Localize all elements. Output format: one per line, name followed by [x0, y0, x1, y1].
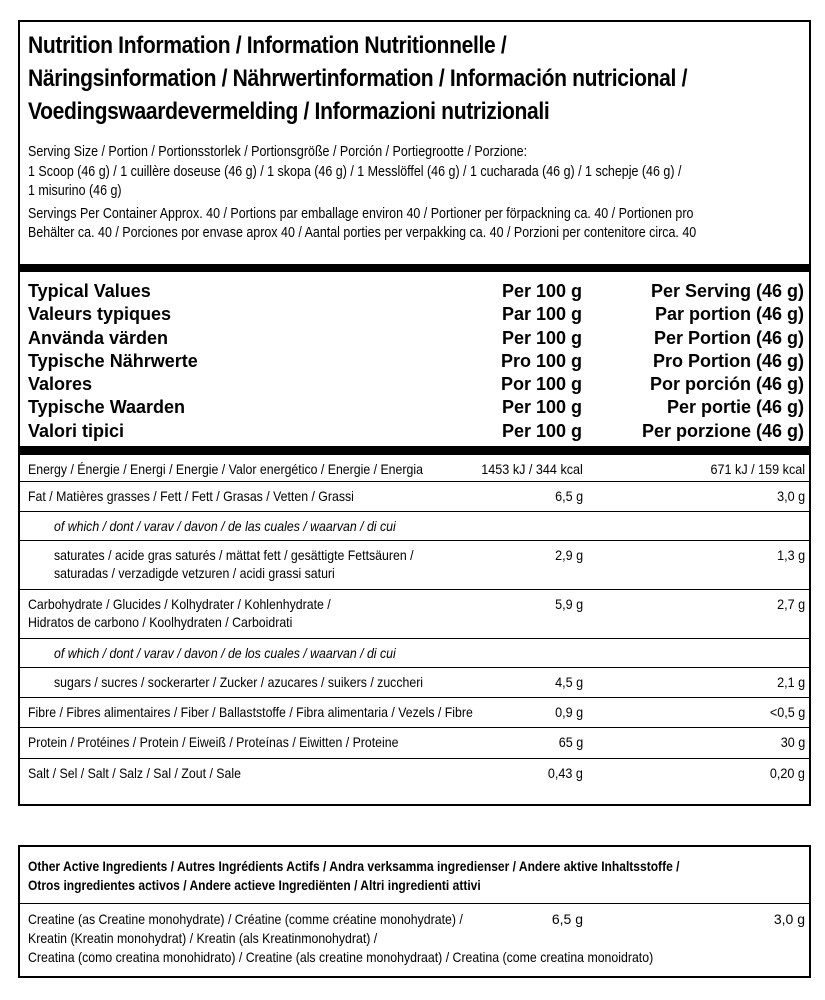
table-row-sugars: [20, 668, 809, 698]
typical-values-label: Typische Waarden: [28, 397, 186, 418]
per-100-value: 6,5 g: [551, 911, 583, 927]
typical-values-row: [28, 280, 808, 303]
per-100-value: 1453 kJ / 344 kcal: [481, 461, 583, 477]
nutrient-label: Energy / Énergie / Energi / Energie / Valor energético / Energie / Energia: [28, 461, 423, 477]
table-row-fat-of-which: [20, 512, 809, 541]
divider-bar: [20, 446, 809, 455]
per-serving-label: Per Serving (46 g): [650, 281, 804, 301]
nutrient-label: Fat / Matières grasses / Fett / Fett / Grasas / Vetten / Grassi: [28, 488, 354, 504]
label-line: Creatina (como creatina monohidrato) / Creatine (als creatine monohydraat) / Creatina (come creatina monoidrato): [28, 949, 654, 965]
per-serving-label: Pro Portion (46 g): [652, 350, 804, 371]
table-row-carbohydrate: [20, 590, 809, 639]
per-100-value: 4,5 g: [554, 674, 583, 690]
typical-values-row: [28, 373, 808, 396]
per-serving-value: 1,3 g: [776, 547, 805, 563]
typical-values-label: Valores: [28, 374, 93, 395]
typical-values-row: [28, 396, 808, 419]
per-serving-value: 671 kJ / 159 kcal: [710, 461, 805, 477]
label-line: Hidratos de carbono / Koolhydraten / Carboidrati: [28, 614, 293, 630]
typical-values-row: [28, 350, 808, 373]
nutrient-label: sugars / sucres / sockerarter / Zucker / azucares / suikers / zuccheri: [54, 674, 424, 690]
per-100-value: 5,9 g: [554, 596, 583, 612]
per-serving-value: 3,0 g: [776, 488, 805, 504]
per-serving-value: 30 g: [780, 734, 805, 750]
per-100-value: 65 g: [558, 734, 583, 750]
typical-values-label: Typical Values: [28, 281, 151, 301]
nutrient-label: Fibre / Fibres alimentaires / Fiber / Ballaststoffe / Fibra alimentaria / Vezels / Fibre: [28, 704, 473, 720]
typical-values-label: Valori tipici: [28, 420, 125, 441]
table-row-saturates: [20, 541, 809, 590]
table-row-carb-of-which: [20, 639, 809, 668]
nutrient-label: [54, 546, 547, 582]
table-row-salt: [20, 759, 809, 789]
serving-size-value: 1 Scoop (46 g) / 1 cuillère doseuse (46 g) / 1 skopa (46 g) / 1 Messlöffel (46 g) / 1 cucharada (46 g) / 1 schepje (46 g) /: [28, 163, 682, 180]
typical-values-row: [28, 420, 808, 443]
per-serving-label: Par portion (46 g): [654, 304, 804, 325]
per-100-value: 2,9 g: [554, 547, 583, 563]
serving-info: [28, 143, 802, 244]
nutrient-label: Protein / Protéines / Protein / Eiweiß / Proteínas / Eiwitten / Proteine: [28, 734, 399, 750]
per-100-label: Por 100 g: [500, 374, 582, 395]
title-line: Nutrition Information / Information Nutritionnelle /: [28, 32, 507, 59]
label-line: saturates / acide gras saturés / mättat fett / gesättigte Fettsäuren /: [54, 547, 414, 563]
servings-per-container: Servings Per Container Approx. 40 / Portions par emballage environ 40 / Portioner per förpackning ca. 40 / Portionen pro: [28, 205, 694, 222]
title-line: Voedingswaardevermelding / Informazioni nutrizionali: [28, 98, 550, 125]
per-serving-label: Per porzione (46 g): [641, 420, 804, 441]
per-100-label: Per 100 g: [501, 420, 582, 441]
per-100-label: Per 100 g: [501, 281, 582, 301]
title-line: Näringsinformation / Nährwertinformation / Información nutricional /: [28, 65, 688, 92]
per-serving-value: 2,7 g: [776, 596, 805, 612]
divider-bar: [20, 264, 809, 272]
per-serving-value: 2,1 g: [776, 674, 805, 690]
label-line: Carbohydrate / Glucides / Kolhydrater / Kohlenhydrate /: [28, 596, 331, 612]
per-100-label: Par 100 g: [501, 304, 582, 325]
other-active-title: [28, 857, 679, 895]
per-serving-label: Per Portion (46 g): [653, 327, 804, 348]
table-row-energy: [20, 455, 809, 482]
nutrient-table: [20, 455, 809, 789]
typical-values-label: Valeurs typiques: [28, 304, 172, 325]
per-100-label: Per 100 g: [501, 397, 582, 418]
per-100-value: 6,5 g: [554, 488, 583, 504]
label-line: Creatine (as Creatine monohydrate) / Créatine (comme créatine monohydrate) /: [28, 911, 463, 927]
serving-size-value: 1 misurino (46 g): [28, 183, 122, 199]
nutrition-panel: [18, 20, 811, 806]
per-serving-value: 3,0 g: [773, 911, 805, 927]
per-100-value: 0,43 g: [547, 765, 583, 781]
nutrient-label: of which / dont / varav / davon / de los cuales / waarvan / di cui: [54, 645, 396, 661]
label-line: saturadas / verzadigde vetzuren / acidi grassi saturi: [54, 565, 335, 581]
per-100-value: 0,9 g: [554, 704, 583, 720]
typical-values-label: Använda värden: [28, 327, 169, 348]
servings-per-container: Behälter ca. 40 / Porciones por envase aprox 40 / Aantal porties per verpakking ca. 40 / Porzioni per contenitore circa. 40: [28, 225, 697, 241]
table-row-fibre: [20, 698, 809, 728]
table-row-fat: [20, 482, 809, 512]
nutrient-label: Salt / Sel / Salt / Salz / Sal / Zout / Sale: [28, 765, 241, 781]
other-active-panel: [18, 845, 811, 978]
per-serving-value: <0,5 g: [769, 704, 805, 720]
per-serving-label: Por porción (46 g): [649, 374, 804, 395]
panel-title: [28, 29, 699, 128]
divider-line: [20, 903, 809, 904]
nutrient-label: [28, 595, 521, 631]
title-line: Otros ingredientes activos / Andere actieve Ingrediënten / Altri ingredienti attivi: [28, 877, 481, 893]
table-row-protein: [20, 728, 809, 759]
per-serving-label: Per portie (46 g): [666, 397, 804, 418]
typical-values-row: [28, 327, 808, 350]
per-100-label: Per 100 g: [501, 327, 582, 348]
typical-values-label: Typische Nährwerte: [28, 350, 198, 371]
title-line: Other Active Ingredients / Autres Ingrédients Actifs / Andra verksamma ingredienser / Andere aktive Inhaltsstoffe /: [28, 858, 680, 874]
per-serving-value: 0,20 g: [769, 765, 805, 781]
typical-values-row: [28, 303, 808, 326]
typical-values-header: [28, 280, 808, 443]
serving-size-label: Serving Size / Portion / Portionsstorlek / Portionsgröße / Porción / Portiegrootte / Porzione:: [28, 144, 528, 160]
label-line: Kreatin (Kreatin monohydrat) / Kreatin (als Kreatinmonohydrat) /: [28, 930, 378, 946]
nutrient-label: of which / dont / varav / davon / de las cuales / waarvan / di cui: [54, 518, 396, 534]
per-100-label: Pro 100 g: [500, 350, 582, 371]
